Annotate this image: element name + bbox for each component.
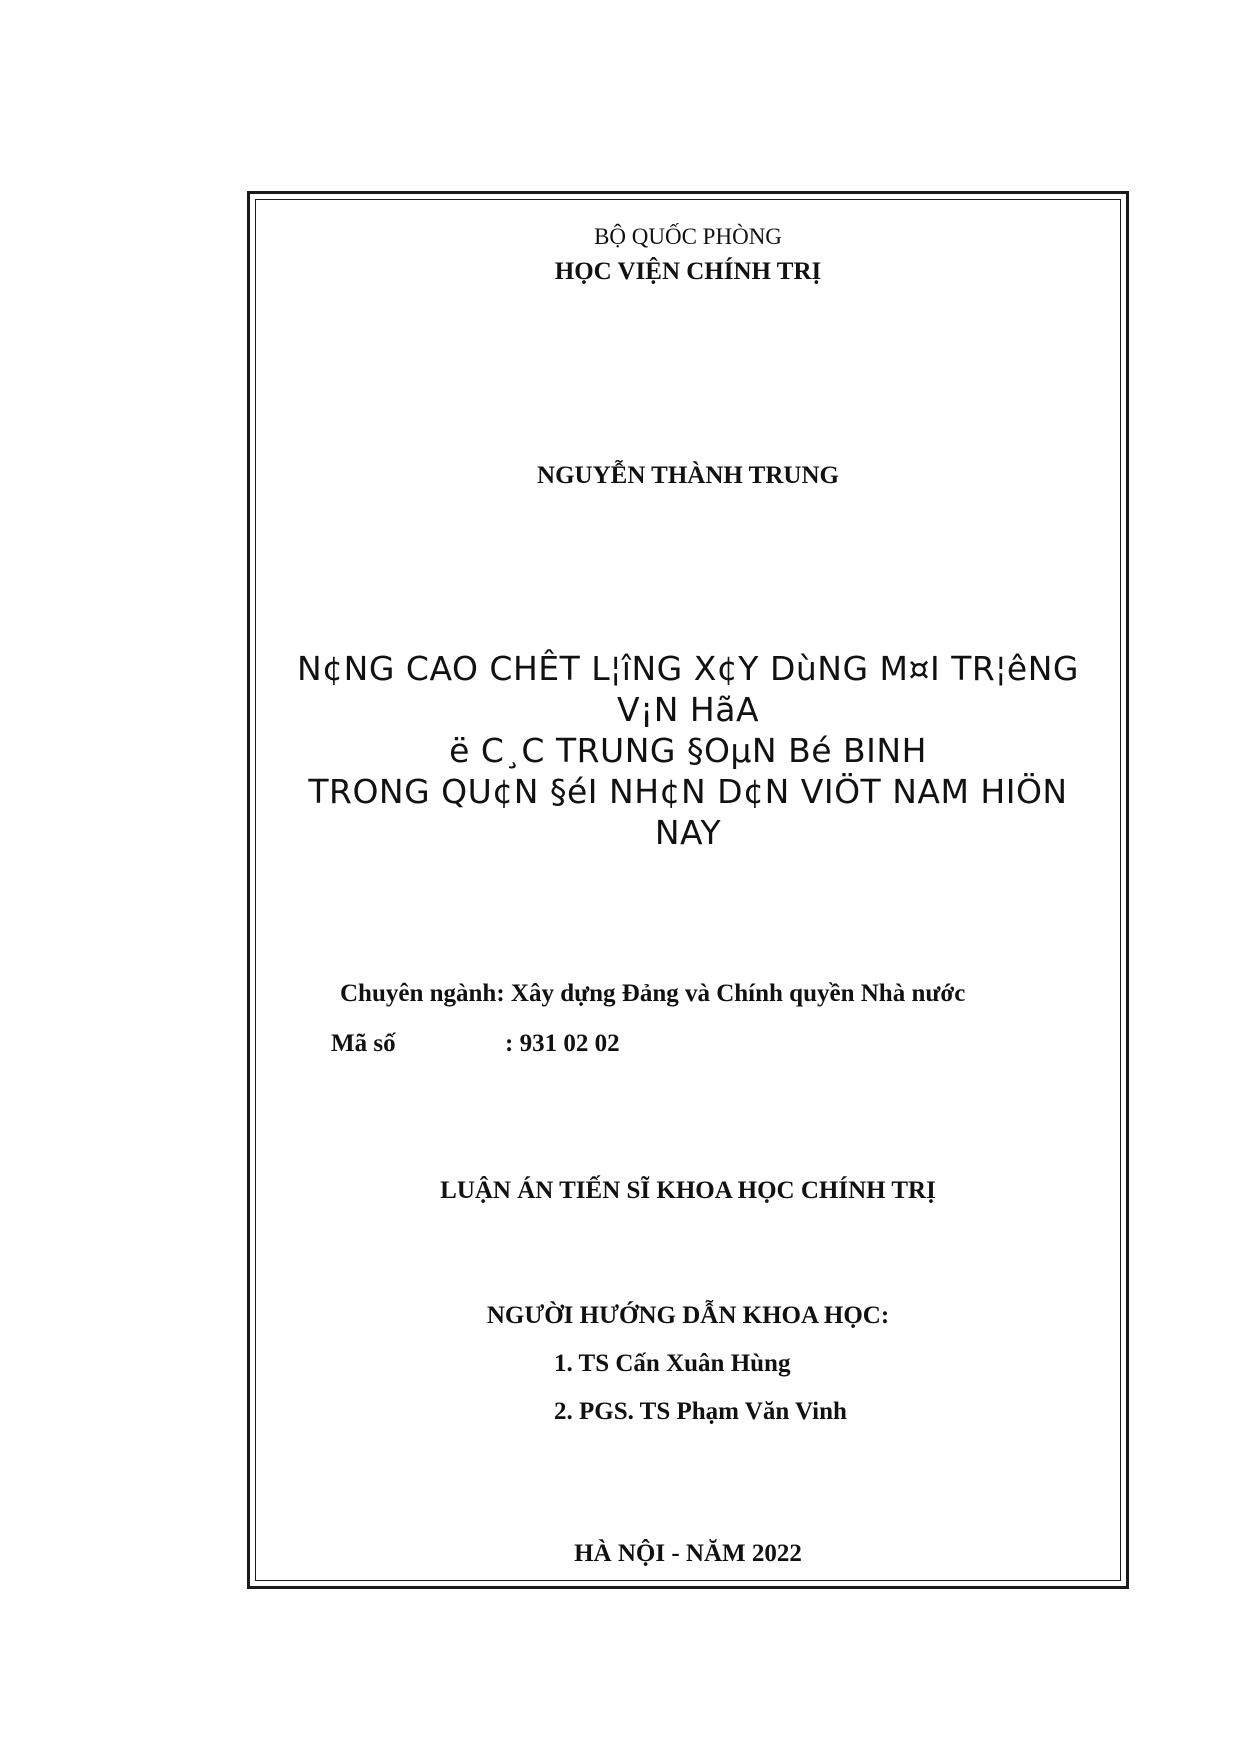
thesis-title-line-5: NAY: [654, 813, 722, 852]
advisor-item: 2. PGS. TS Phạm Văn Vinh: [554, 1398, 847, 1425]
specialization: Chuyên ngành: Xây dựng Đảng và Chính quyền Nhà nước: [340, 980, 966, 1007]
advisor-item: 1. TS Cấn Xuân Hùng: [554, 1350, 791, 1377]
thesis-title-line-2: V¡N HãA: [616, 690, 760, 729]
advisors-heading: NGƯỜI HƯỚNG DẪN KHOA HỌC:: [486, 1302, 890, 1329]
thesis-title-line-3: ë C¸C TRUNG §OµN Bé BINH: [449, 731, 927, 770]
code-value: : 931 02 02: [505, 1030, 620, 1057]
thesis-title-line-4: TRONG QU¢N §éI NH¢N D¢N VIÖT NAM HIÖN: [308, 772, 1068, 811]
degree-title: LUẬN ÁN TIẾN SĨ KHOA HỌC CHÍNH TRỊ: [440, 1177, 936, 1204]
place-and-year: HÀ NỘI - NĂM 2022: [574, 1540, 802, 1567]
ministry-name: BỘ QUỐC PHÒNG: [594, 224, 782, 249]
thesis-title-line-1: N¢NG CAO CHÊT L¦îNG X¢Y DùNG M¤I TR¦êNG: [297, 649, 1079, 688]
academy-name: HỌC VIỆN CHÍNH TRỊ: [554, 258, 822, 285]
author-name: NGUYỄN THÀNH TRUNG: [537, 462, 839, 489]
code-label: Mã số: [331, 1030, 396, 1057]
